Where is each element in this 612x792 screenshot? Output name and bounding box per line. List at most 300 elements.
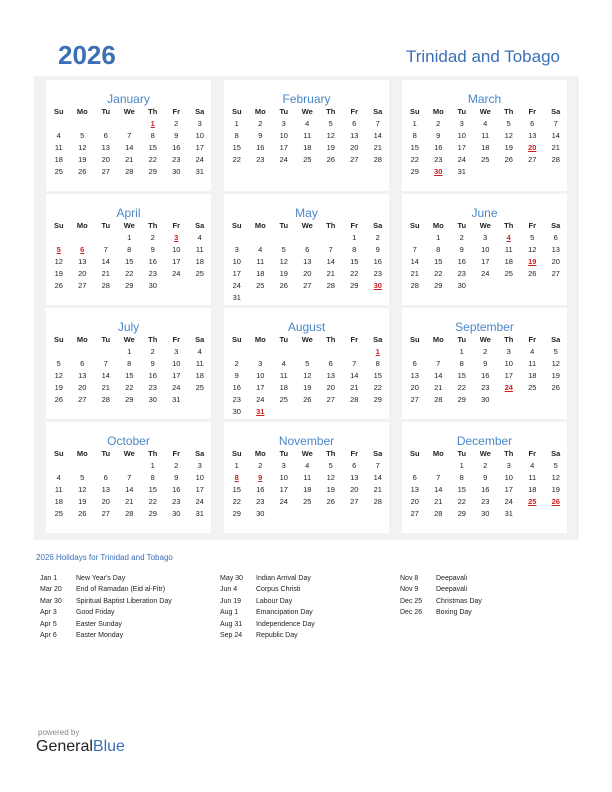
day-cell: 16 [481,485,490,494]
day-name: Mo [432,221,444,230]
month-october [46,422,211,533]
day-cell: 21 [410,269,419,278]
day-cell: 1 [234,461,239,470]
day-cell: 28 [373,155,382,164]
day-cell: 10 [279,473,288,482]
day-cell: 20 [350,485,359,494]
day-cell: 28 [551,155,560,164]
day-cell: 30 [148,281,157,290]
day-cell: 29 [434,281,443,290]
day-name: Mo [432,449,444,458]
day-cell: 21 [125,155,134,164]
holiday-row [220,584,390,595]
day-cell: 8 [459,473,464,482]
day-cell: 6 [352,119,357,128]
day-cell: 3 [234,245,239,254]
day-cell: 22 [125,383,134,392]
holiday-date: Jun 4 [220,586,238,594]
month-grid [225,220,389,304]
day-cell: 2 [483,347,488,356]
day-cell: 14 [326,257,335,266]
holiday-name: Independence Day [256,620,315,628]
day-cell: 18 [528,371,537,380]
day-cell: 23 [481,497,490,506]
day-cell: 18 [303,485,312,494]
day-cell: 22 [457,383,466,392]
day-cell: 2 [483,461,488,470]
day-cell: 23 [256,155,265,164]
day-cell: 18 [195,257,204,266]
month-april [46,194,211,305]
month-grid [47,106,211,178]
holiday-day: 5 [56,245,61,254]
holiday-day: 9 [258,473,263,482]
day-name: Mo [76,449,88,458]
day-cell: 12 [303,371,312,380]
month-grid [225,334,389,418]
holiday-name: Corpus Christi [256,586,301,594]
day-cell: 6 [553,233,558,242]
day-cell: 27 [303,281,312,290]
day-cell: 31 [504,509,513,518]
holiday-day: 4 [506,233,511,242]
day-name: Sa [373,107,383,116]
day-cell: 20 [101,497,110,506]
day-cell: 21 [326,269,335,278]
day-cell: 8 [150,473,155,482]
day-cell: 20 [350,143,359,152]
day-name: Sa [551,221,561,230]
day-name: We [123,335,135,344]
day-cell: 19 [78,155,87,164]
day-cell: 8 [234,131,239,140]
day-name: Tu [101,221,111,230]
day-cell: 12 [54,257,63,266]
day-cell: 22 [434,269,443,278]
day-cell: 3 [459,119,464,128]
day-name: Mo [254,449,266,458]
day-cell: 18 [195,371,204,380]
day-cell: 19 [504,143,513,152]
day-cell: 3 [281,119,286,128]
day-cell: 19 [303,383,312,392]
holiday-date: Nov 8 [400,575,419,582]
holiday-day: 8 [234,473,239,482]
day-cell: 12 [528,245,537,254]
day-cell: 21 [434,497,443,506]
day-cell: 18 [54,155,63,164]
day-cell: 29 [125,395,134,404]
day-cell: 28 [326,281,335,290]
day-cell: 14 [410,257,419,266]
day-cell: 19 [551,485,560,494]
day-name: Sa [551,449,561,458]
day-cell: 2 [375,233,380,242]
day-cell: 13 [78,257,87,266]
day-cell: 9 [375,245,380,254]
day-cell: 4 [197,347,202,356]
day-name: Fr [528,221,536,230]
day-cell: 6 [530,119,535,128]
holiday-date: Jun 19 [220,597,242,605]
day-cell: 11 [195,245,204,254]
month-grid [403,334,567,406]
month-february [224,80,389,191]
day-cell: 20 [78,269,87,278]
day-cell: 10 [279,131,288,140]
day-cell: 22 [232,497,241,506]
day-cell: 23 [256,497,265,506]
holiday-date: Mar 30 [40,597,62,605]
day-cell: 2 [459,233,464,242]
day-cell: 9 [174,473,179,482]
holiday-day: 1 [375,347,380,356]
empty-cell [118,460,142,472]
day-name: Su [53,449,64,458]
holiday-row [40,607,210,618]
day-cell: 27 [551,269,560,278]
day-cell: 18 [481,143,490,152]
day-cell: 24 [232,281,241,290]
day-cell: 15 [232,485,241,494]
day-cell: 24 [195,497,204,506]
day-name: We [301,335,313,344]
day-cell: 15 [434,257,443,266]
day-cell: 4 [530,461,535,470]
day-name: Tu [279,221,289,230]
day-cell: 31 [457,167,466,176]
day-cell: 24 [504,497,513,506]
day-cell: 25 [256,281,265,290]
month-grid [225,106,389,166]
day-cell: 26 [54,395,63,404]
day-cell: 4 [530,347,535,356]
day-cell: 13 [101,143,110,152]
day-cell: 20 [78,383,87,392]
day-name: Th [148,221,158,230]
month-title: July [117,320,140,334]
day-cell: 25 [303,155,312,164]
day-cell: 2 [150,347,155,356]
holiday-name: New Year's Day [76,575,126,582]
day-cell: 28 [373,497,382,506]
holiday-date: Apr 6 [40,631,57,639]
holiday-name: Easter Monday [76,631,124,639]
day-name: Su [409,449,420,458]
day-name: Th [504,449,514,458]
empty-cell [71,118,95,130]
day-cell: 7 [127,473,132,482]
day-cell: 26 [528,269,537,278]
empty-cell [427,460,451,472]
day-cell: 25 [195,269,204,278]
holiday-row [400,573,570,584]
day-cell: 4 [258,245,263,254]
day-cell: 14 [125,485,134,494]
day-cell: 18 [256,269,265,278]
day-cell: 10 [457,131,466,140]
day-cell: 7 [436,359,441,368]
day-cell: 15 [232,143,241,152]
holiday-name: Indian Arrival Day [256,575,311,582]
day-cell: 17 [279,143,288,152]
day-cell: 12 [279,257,288,266]
day-cell: 30 [481,509,490,518]
day-cell: 11 [54,485,63,494]
day-cell: 5 [281,245,286,254]
holiday-row [40,619,210,630]
day-name: Su [231,221,242,230]
day-name: Mo [254,335,266,344]
day-cell: 16 [172,485,181,494]
brand-logo [36,738,125,756]
day-cell: 17 [504,371,513,380]
day-name: We [479,107,491,116]
day-cell: 17 [504,485,513,494]
day-cell: 14 [373,473,382,482]
day-name: Fr [350,449,358,458]
day-name: Sa [195,449,205,458]
day-cell: 5 [80,131,85,140]
day-cell: 8 [436,245,441,254]
empty-cell [71,232,95,244]
day-cell: 23 [232,395,241,404]
day-cell: 16 [172,143,181,152]
day-cell: 20 [101,155,110,164]
day-cell: 25 [195,383,204,392]
empty-cell [319,232,343,244]
holidays-title: 2026 Holidays for Trinidad and Tobago [36,553,173,562]
day-cell: 13 [78,371,87,380]
brand-part2: Blue [92,738,125,755]
day-cell: 12 [78,485,87,494]
month-grid [403,448,567,520]
day-cell: 11 [303,473,312,482]
day-cell: 18 [504,257,513,266]
holiday-row [400,584,570,595]
day-cell: 17 [279,485,288,494]
day-cell: 25 [54,509,63,518]
month-may [224,194,389,305]
day-cell: 15 [373,371,382,380]
day-cell: 16 [457,257,466,266]
holiday-name: Easter Sunday [76,620,122,628]
calendar-panel [34,76,579,540]
day-cell: 11 [481,131,490,140]
day-cell: 26 [551,383,560,392]
day-cell: 4 [483,119,488,128]
month-grid [47,334,211,406]
day-cell: 23 [457,269,466,278]
day-cell: 7 [436,473,441,482]
holiday-day: 26 [551,497,560,506]
day-cell: 27 [350,497,359,506]
day-cell: 13 [528,131,537,140]
day-cell: 4 [56,473,61,482]
day-cell: 12 [78,143,87,152]
day-cell: 14 [434,485,443,494]
day-cell: 17 [481,257,490,266]
day-name: Th [504,221,514,230]
day-cell: 3 [506,461,511,470]
holiday-day: 1 [150,119,155,128]
day-cell: 2 [174,461,179,470]
holiday-row [220,596,390,607]
day-cell: 26 [303,395,312,404]
month-january [46,80,211,191]
day-cell: 6 [80,359,85,368]
day-name: Mo [254,107,266,116]
day-name: Tu [457,335,467,344]
day-cell: 27 [410,395,419,404]
day-cell: 7 [127,131,132,140]
holiday-date: Nov 9 [400,586,419,594]
day-name: Mo [432,107,444,116]
day-cell: 25 [279,395,288,404]
day-cell: 10 [504,473,513,482]
day-cell: 9 [150,359,155,368]
day-cell: 5 [56,359,61,368]
day-cell: 23 [148,383,157,392]
day-name: We [479,221,491,230]
day-name: Tu [101,107,111,116]
holiday-day: 25 [528,497,537,506]
day-name: Th [326,221,336,230]
day-cell: 31 [195,167,204,176]
day-cell: 5 [553,347,558,356]
day-cell: 29 [350,281,359,290]
day-cell: 13 [410,371,419,380]
empty-cell [94,232,118,244]
month-july [46,308,211,419]
day-cell: 13 [350,131,359,140]
holiday-row [40,596,210,607]
day-cell: 14 [434,371,443,380]
holiday-name: Boxing Day [436,609,472,617]
day-name: Tu [101,449,111,458]
day-cell: 9 [150,245,155,254]
day-cell: 15 [457,485,466,494]
holiday-day: 6 [80,245,85,254]
holiday-date: Dec 26 [400,609,423,617]
day-cell: 27 [350,155,359,164]
day-cell: 28 [125,509,134,518]
holiday-day: 31 [256,407,265,416]
day-cell: 5 [530,233,535,242]
day-name: Fr [172,107,180,116]
day-cell: 16 [232,383,241,392]
day-cell: 29 [410,167,419,176]
day-cell: 26 [78,167,87,176]
day-cell: 26 [279,281,288,290]
day-name: Tu [279,335,289,344]
day-name: Tu [279,449,289,458]
day-cell: 15 [457,371,466,380]
day-cell: 20 [410,497,419,506]
holiday-date: Mar 20 [40,586,62,594]
day-cell: 17 [172,257,181,266]
day-cell: 30 [232,407,241,416]
day-cell: 8 [375,359,380,368]
day-cell: 14 [373,131,382,140]
day-cell: 7 [328,245,333,254]
day-name: Fr [528,335,536,344]
empty-cell [296,346,320,358]
day-cell: 24 [279,155,288,164]
empty-cell [47,232,71,244]
day-cell: 21 [125,497,134,506]
day-cell: 17 [256,383,265,392]
day-cell: 2 [150,233,155,242]
day-cell: 15 [125,257,134,266]
day-name: Tu [101,335,111,344]
day-name: Sa [551,107,561,116]
day-cell: 29 [457,395,466,404]
day-cell: 9 [234,371,239,380]
day-name: Su [231,449,242,458]
day-cell: 17 [195,485,204,494]
day-cell: 8 [459,359,464,368]
day-cell: 15 [350,257,359,266]
day-cell: 1 [127,233,132,242]
holiday-name: Republic Day [256,631,298,639]
holiday-day: 19 [528,257,537,266]
day-name: Su [231,107,242,116]
day-cell: 18 [279,383,288,392]
day-cell: 14 [551,131,560,140]
day-cell: 23 [373,269,382,278]
day-cell: 18 [54,497,63,506]
day-cell: 26 [326,497,335,506]
day-name: We [479,335,491,344]
day-cell: 16 [434,143,443,152]
day-cell: 3 [197,119,202,128]
day-cell: 3 [483,233,488,242]
day-cell: 29 [373,395,382,404]
day-cell: 18 [528,485,537,494]
holiday-date: Jan 1 [40,575,58,582]
day-name: Mo [76,221,88,230]
day-cell: 12 [326,131,335,140]
day-cell: 21 [434,383,443,392]
day-cell: 16 [256,143,265,152]
day-cell: 22 [232,155,241,164]
holiday-row [40,630,210,641]
day-name: Sa [195,107,205,116]
day-cell: 3 [281,461,286,470]
day-cell: 24 [481,269,490,278]
day-cell: 11 [303,131,312,140]
day-cell: 15 [125,371,134,380]
day-cell: 29 [125,281,134,290]
day-cell: 27 [101,509,110,518]
holiday-date: Aug 31 [220,620,243,628]
day-cell: 30 [148,395,157,404]
day-cell: 27 [78,395,87,404]
day-cell: 23 [481,383,490,392]
empty-cell [403,232,427,244]
day-cell: 21 [373,485,382,494]
day-cell: 15 [148,485,157,494]
day-cell: 6 [305,245,310,254]
day-cell: 19 [551,371,560,380]
month-title: December [456,434,513,448]
day-name: Fr [350,335,358,344]
holiday-row [400,607,570,618]
day-cell: 10 [172,359,181,368]
day-cell: 11 [256,257,265,266]
day-cell: 2 [258,119,263,128]
